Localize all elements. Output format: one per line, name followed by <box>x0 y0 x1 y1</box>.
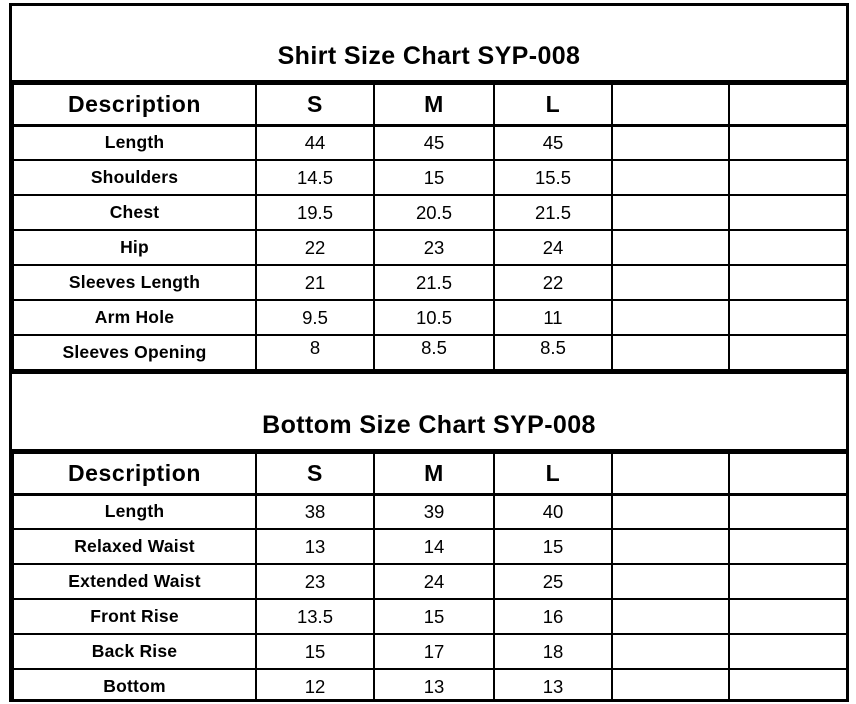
empty-cell <box>729 300 847 335</box>
bottom-chart-title: Bottom Size Chart SYP-008 <box>12 371 846 452</box>
empty-cell <box>729 564 847 599</box>
row-label-cell: Length <box>13 125 256 160</box>
row-label-cell: Front Rise <box>13 599 256 634</box>
shirt-table-body <box>13 125 847 370</box>
value-cell: 10.5 <box>374 300 494 335</box>
value-cell: 18 <box>494 634 612 669</box>
header-cell-empty <box>612 453 729 494</box>
value-cell: 23 <box>374 230 494 265</box>
empty-cell <box>729 599 847 634</box>
row-label-cell: Length <box>13 494 256 529</box>
header-cell-empty <box>612 84 729 125</box>
row-label-cell: Extended Waist <box>13 564 256 599</box>
value-cell: 14.5 <box>256 160 374 195</box>
header-cell-size-m: M <box>374 84 494 125</box>
value-cell: 8.5 <box>494 335 612 370</box>
chart-frame <box>9 3 849 702</box>
row-label-cell: Relaxed Waist <box>13 529 256 564</box>
empty-cell <box>612 160 729 195</box>
empty-cell <box>612 634 729 669</box>
header-cell-description: Description <box>13 84 256 125</box>
value-cell: 8.5 <box>374 335 494 370</box>
empty-cell <box>612 125 729 160</box>
row-label-cell: Sleeves Opening <box>13 335 256 370</box>
table-row <box>13 300 847 335</box>
empty-cell <box>612 494 729 529</box>
header-row <box>13 453 847 494</box>
header-cell-empty <box>729 84 847 125</box>
empty-cell <box>729 494 847 529</box>
value-cell: 15 <box>256 634 374 669</box>
table-row <box>13 335 847 370</box>
shirt-size-table <box>12 83 848 371</box>
row-label-cell: Sleeves Length <box>13 265 256 300</box>
value-cell: 44 <box>256 125 374 160</box>
value-cell: 21.5 <box>374 265 494 300</box>
value-cell: 8 <box>256 335 374 370</box>
table-row <box>13 529 847 564</box>
value-cell: 12 <box>256 669 374 702</box>
value-cell: 16 <box>494 599 612 634</box>
table-row <box>13 195 847 230</box>
empty-cell <box>729 230 847 265</box>
header-cell-size-s: S <box>256 84 374 125</box>
table-row <box>13 494 847 529</box>
value-cell: 24 <box>494 230 612 265</box>
value-cell: 13 <box>494 669 612 702</box>
header-cell-size-l: L <box>494 84 612 125</box>
row-label-cell: Shoulders <box>13 160 256 195</box>
shirt-chart-title: Shirt Size Chart SYP-008 <box>12 6 846 83</box>
row-label-cell: Back Rise <box>13 634 256 669</box>
empty-cell <box>612 335 729 370</box>
header-cell-size-l: L <box>494 453 612 494</box>
header-row <box>13 84 847 125</box>
value-cell: 9.5 <box>256 300 374 335</box>
header-cell-description: Description <box>13 453 256 494</box>
value-cell: 13 <box>256 529 374 564</box>
empty-cell <box>612 230 729 265</box>
value-cell: 15 <box>374 599 494 634</box>
empty-cell <box>729 335 847 370</box>
value-cell: 13.5 <box>256 599 374 634</box>
value-cell: 22 <box>256 230 374 265</box>
empty-cell <box>729 265 847 300</box>
empty-cell <box>612 669 729 702</box>
empty-cell <box>729 669 847 702</box>
bottom-size-table <box>12 452 848 702</box>
empty-cell <box>729 160 847 195</box>
row-label-cell: Chest <box>13 195 256 230</box>
empty-cell <box>612 265 729 300</box>
value-cell: 15.5 <box>494 160 612 195</box>
value-cell: 21.5 <box>494 195 612 230</box>
empty-cell <box>612 599 729 634</box>
value-cell: 40 <box>494 494 612 529</box>
empty-cell <box>729 529 847 564</box>
empty-cell <box>729 125 847 160</box>
value-cell: 15 <box>374 160 494 195</box>
empty-cell <box>612 300 729 335</box>
table-row <box>13 564 847 599</box>
value-cell: 25 <box>494 564 612 599</box>
value-cell: 17 <box>374 634 494 669</box>
value-cell: 13 <box>374 669 494 702</box>
table-row <box>13 265 847 300</box>
value-cell: 14 <box>374 529 494 564</box>
empty-cell <box>612 564 729 599</box>
row-label-cell: Bottom <box>13 669 256 702</box>
value-cell: 45 <box>374 125 494 160</box>
value-cell: 21 <box>256 265 374 300</box>
table-row <box>13 634 847 669</box>
bottom-table-header <box>13 453 847 494</box>
value-cell: 23 <box>256 564 374 599</box>
value-cell: 11 <box>494 300 612 335</box>
empty-cell <box>612 529 729 564</box>
row-label-cell: Arm Hole <box>13 300 256 335</box>
empty-cell <box>612 195 729 230</box>
empty-cell <box>729 634 847 669</box>
shirt-table-header <box>13 84 847 125</box>
row-label-cell: Hip <box>13 230 256 265</box>
value-cell: 45 <box>494 125 612 160</box>
table-row <box>13 599 847 634</box>
value-cell: 22 <box>494 265 612 300</box>
empty-cell <box>729 195 847 230</box>
table-row <box>13 125 847 160</box>
table-row <box>13 230 847 265</box>
value-cell: 24 <box>374 564 494 599</box>
value-cell: 15 <box>494 529 612 564</box>
bottom-table-body <box>13 494 847 702</box>
table-row <box>13 160 847 195</box>
value-cell: 38 <box>256 494 374 529</box>
value-cell: 19.5 <box>256 195 374 230</box>
header-cell-size-m: M <box>374 453 494 494</box>
header-cell-size-s: S <box>256 453 374 494</box>
value-cell: 39 <box>374 494 494 529</box>
header-cell-empty <box>729 453 847 494</box>
table-row <box>13 669 847 702</box>
value-cell: 20.5 <box>374 195 494 230</box>
